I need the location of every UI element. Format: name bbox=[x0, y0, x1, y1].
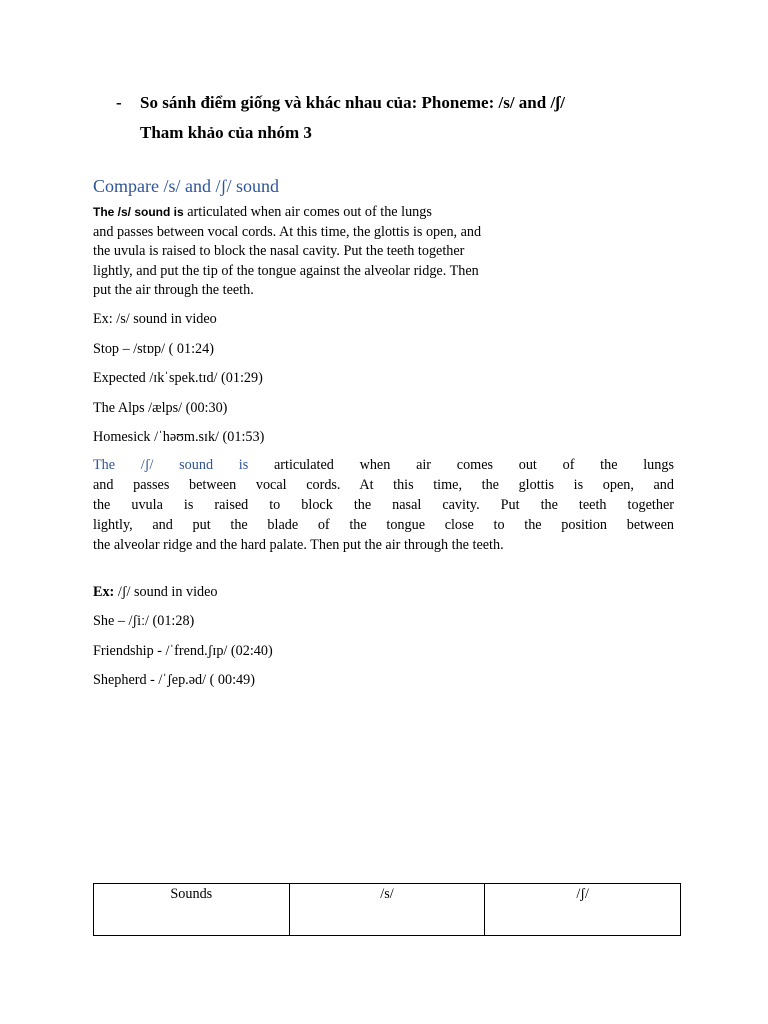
heading-line-1: So sánh điểm giống và khác nhau của: Phoneme: /s/ and /ʃ/ bbox=[140, 93, 566, 112]
s-lead: The /s/ sound is bbox=[93, 205, 184, 219]
bullet-dash: - bbox=[116, 93, 122, 112]
sh-description-line: and passes between vocal cords. At this time, the glottis is open, and bbox=[93, 477, 674, 493]
sh-example-item: She – /ʃiː/ (01:28) bbox=[93, 613, 195, 629]
s-example-item: The Alps /ælps/ (00:30) bbox=[93, 400, 228, 416]
sh-examples-label: Ex: bbox=[93, 584, 115, 600]
sh-example-item: Friendship - /ˈfrend.ʃɪp/ (02:40) bbox=[93, 643, 273, 659]
sh-sound-description bbox=[93, 455, 674, 555]
sh-example-item: Shepherd - /ˈʃep.əd/ ( 00:49) bbox=[93, 672, 255, 688]
s-example-item: Homesick /ˈhəʊm.sɪk/ (01:53) bbox=[93, 429, 265, 445]
sh-lead: The /ʃ/ sound is bbox=[93, 457, 249, 473]
s-description-line: lightly, and put the tip of the tongue against the alveolar ridge. Then bbox=[93, 262, 479, 279]
sh-description-line: lightly, and put the blade of the tongue close to the position between bbox=[93, 517, 674, 533]
comparison-table bbox=[93, 883, 681, 936]
sh-description-line-1 bbox=[93, 455, 674, 475]
compare-subtitle: Compare /s/ and /ʃ/ sound bbox=[93, 176, 279, 196]
sh-description-line: the uvula is raised to block the nasal cavity. Put the teeth together bbox=[93, 497, 674, 513]
s-examples-title: Ex: /s/ sound in video bbox=[93, 311, 217, 327]
table-header-cell: /s/ bbox=[289, 884, 485, 936]
s-description-line: put the air through the teeth. bbox=[93, 282, 254, 299]
s-example-item: Stop – /stɒp/ ( 01:24) bbox=[93, 341, 214, 357]
sh-description-line: the alveolar ridge and the hard palate. Then put the air through the teeth. bbox=[93, 537, 504, 553]
s-line-text: articulated when air comes out of the lungs bbox=[183, 204, 432, 220]
s-sound-description bbox=[93, 203, 563, 301]
heading-line-2: Tham khảo của nhóm 3 bbox=[140, 123, 312, 142]
s-description-line: and passes between vocal cords. At this time, the glottis is open, and bbox=[93, 223, 482, 240]
table-row bbox=[94, 884, 681, 936]
sh-examples-title bbox=[93, 583, 218, 601]
sh-line-text: articulated when air comes out of the lungs bbox=[248, 457, 674, 473]
sh-examples-title-text: /ʃ/ sound in video bbox=[114, 584, 218, 600]
s-example-item: Expected /ɪkˈspek.tɪd/ (01:29) bbox=[93, 370, 263, 386]
section-heading bbox=[116, 88, 565, 148]
table-header-cell: Sounds bbox=[94, 884, 290, 936]
table-header-cell: /ʃ/ bbox=[485, 884, 681, 936]
s-description-line-1 bbox=[93, 203, 563, 223]
s-description-line: the uvula is raised to block the nasal cavity. Put the teeth together bbox=[93, 243, 465, 260]
